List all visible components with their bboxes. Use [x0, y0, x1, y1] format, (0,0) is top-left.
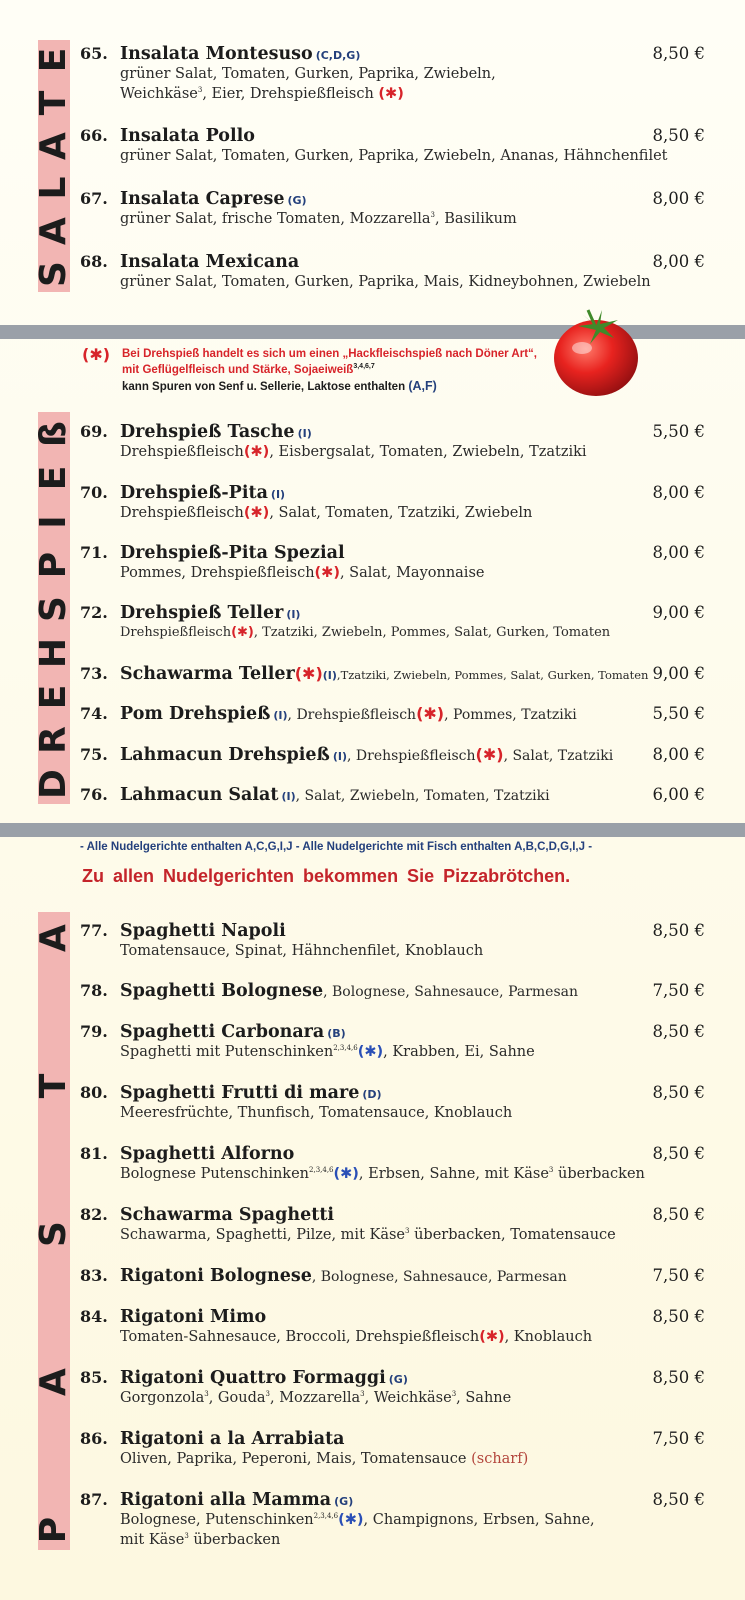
asterisk-icon: (✱)	[357, 1044, 384, 1060]
item-price: 5,50 €	[652, 422, 705, 441]
menu-item-81	[80, 1144, 705, 1184]
item-description: , Bolognese, Sahnesauce, Parmesan	[323, 984, 579, 1000]
drehspiess-letter: D	[33, 769, 74, 799]
item-number: 87.	[80, 1490, 108, 1509]
item-number: 84.	[80, 1307, 108, 1326]
menu-item-67	[80, 189, 705, 229]
allergen-code: (I)	[297, 427, 312, 440]
drehspiess-letter: H	[33, 637, 74, 668]
menu-item-66	[80, 126, 705, 166]
item-number: 78.	[80, 981, 108, 1000]
menu-item-71	[80, 543, 705, 583]
menu-item-83	[80, 1266, 705, 1286]
menu-item-82	[80, 1205, 705, 1245]
item-price: 8,00 €	[652, 252, 705, 271]
item-price: 8,00 €	[652, 543, 705, 562]
note-line: kann Spuren von Senf u. Sellerie, Laktose enthalten (A,F)	[122, 379, 437, 393]
item-number: 81.	[80, 1144, 108, 1163]
item-description: Drehspießfleisch(✱), Salat, Tomaten, Tzatziki, Zwiebeln	[120, 505, 533, 521]
allergen-code: (G)	[334, 1495, 354, 1508]
item-description: , Bolognese, Sahnesauce, Parmesan	[311, 1269, 567, 1285]
pasta-letter: A	[33, 1368, 74, 1396]
drehspiess-letter: R	[33, 726, 74, 755]
menu-item-86	[80, 1429, 705, 1469]
item-description: grüner Salat, Tomaten, Gurken, Paprika, Mais, Kidneybohnen, Zwiebeln	[120, 274, 651, 290]
item-description: Bolognese Putenschinken$^{2,3,4,6}$(✱), Erbsen, Sahne, mit Käse$^3$ überbacken	[120, 1166, 645, 1182]
item-price: 8,50 €	[652, 1144, 705, 1163]
item-description: Gorgonzola$^3$, Gouda$^3$, Mozzarella$^3$, Weichkäse$^3$, Sahne	[120, 1390, 512, 1406]
salate-vertical-title	[33, 42, 74, 292]
salate-letter: T	[33, 90, 74, 116]
item-price: 8,50 €	[652, 1368, 705, 1387]
item-price: 8,00 €	[652, 483, 705, 502]
item-description: Pommes, Drehspießfleisch(✱), Salat, Mayonnaise	[120, 565, 485, 581]
item-name: Spaghetti Bolognese	[120, 981, 324, 1001]
item-name: Drehspieß-Pita Spezial	[120, 543, 345, 563]
item-number: 72.	[80, 603, 108, 622]
item-number: 76.	[80, 785, 108, 804]
item-description: Spaghetti mit Putenschinken$^{2,3,4,6}$(✱), Krabben, Ei, Sahne	[120, 1044, 535, 1060]
allergen-code: (G)	[287, 194, 307, 207]
asterisk-icon: (✱)	[378, 86, 404, 102]
salate-letter: A	[33, 131, 74, 160]
item-name: Insalata Pollo	[120, 126, 255, 146]
item-number: 83.	[80, 1266, 108, 1285]
spicy-label: (scharf)	[471, 1451, 529, 1467]
note-line: Bei Drehspieß handelt es sich um einen „Hackfleischspieß nach Döner Art“,	[122, 348, 537, 360]
item-number: 74.	[80, 704, 108, 723]
item-price: 8,50 €	[652, 44, 705, 63]
item-name: Insalata Mexicana	[120, 252, 300, 272]
item-name: Pom Drehspieß	[120, 704, 271, 724]
item-description: ,Tzatziki, Zwiebeln, Pommes, Salat, Gurken, Tomaten	[336, 668, 649, 682]
item-number: 65.	[80, 44, 108, 63]
item-description: , Salat, Zwiebeln, Tomaten, Tzatziki	[295, 788, 550, 804]
item-price: 8,50 €	[652, 126, 705, 145]
salate-letter: A	[33, 217, 74, 246]
item-name: Insalata Caprese	[120, 189, 285, 209]
item-description: grüner Salat, Tomaten, Gurken, Paprika, Zwiebeln,	[120, 66, 496, 82]
item-number: 79.	[80, 1022, 108, 1041]
item-description: Bolognese, Putenschinken$^{2,3,4,6}$(✱), Champignons, Erbsen, Sahne,	[120, 1512, 595, 1528]
item-price: 8,00 €	[652, 745, 705, 764]
menu-item-80	[80, 1083, 705, 1123]
item-price: 8,00 €	[652, 189, 705, 208]
menu-item-79	[80, 1022, 705, 1062]
item-name: Drehspieß Tasche	[120, 422, 295, 442]
item-number: 67.	[80, 189, 108, 208]
asterisk-icon: (✱)	[294, 664, 323, 683]
menu-item-70	[80, 483, 705, 523]
drehspiess-vertical-title	[33, 416, 74, 802]
item-name: Lahmacun Salat	[120, 785, 279, 805]
salate-letter: S	[33, 261, 74, 287]
asterisk-icon: (✱)	[333, 1166, 359, 1182]
allergen-code: (D)	[362, 1088, 382, 1101]
item-name: Spaghetti Alforno	[120, 1144, 295, 1164]
item-description: , Drehspießfleisch	[347, 748, 476, 764]
pasta-bread-note: Zu allen Nudelgerichten bekommen Sie Pizzabrötchen.	[82, 866, 571, 886]
item-number: 69.	[80, 422, 108, 441]
allergen-code: (I)	[281, 790, 296, 803]
item-name: Drehspieß Teller	[120, 603, 284, 623]
menu-item-72	[80, 603, 705, 643]
menu-item-76	[80, 785, 705, 805]
item-description: Meeresfrüchte, Thunfisch, Tomatensauce, Knoblauch	[120, 1105, 513, 1121]
item-name: Rigatoni a la Arrabiata	[120, 1429, 345, 1449]
pasta-allergen-note: - Alle Nudelgerichte enthalten A,C,G,I,J - Alle Nudelgerichte mit Fisch enthalten A,B,C,D,G,I,J -	[80, 841, 593, 853]
item-name: Rigatoni alla Mamma	[120, 1490, 332, 1510]
item-description: , Drehspießfleisch	[287, 707, 417, 723]
asterisk-icon: (✱)	[82, 345, 111, 364]
item-name: Rigatoni Bolognese	[120, 1266, 312, 1286]
menu-item-87	[80, 1490, 705, 1550]
item-name: Insalata Montesuso	[120, 44, 313, 64]
item-number: 75.	[80, 745, 108, 764]
menu-item-65	[80, 44, 705, 104]
menu-item-74	[80, 704, 705, 724]
menu-item-78	[80, 981, 705, 1001]
item-number: 77.	[80, 921, 108, 940]
pasta-letter: A	[33, 924, 74, 952]
item-price: 7,50 €	[652, 1429, 705, 1448]
item-description: Tomaten-Sahnesauce, Broccoli, Drehspießfleisch(✱), Knoblauch	[120, 1329, 593, 1345]
item-number: 86.	[80, 1429, 108, 1448]
allergen-code: (I)	[332, 750, 347, 763]
item-name: Schawarma Teller	[120, 664, 295, 684]
salate-letter: L	[33, 176, 74, 200]
item-description: Drehspießfleisch(✱), Tzatziki, Zwiebeln, Pommes, Salat, Gurken, Tomaten	[120, 625, 611, 640]
item-price: 8,50 €	[652, 1490, 705, 1509]
asterisk-icon: (✱)	[338, 1512, 364, 1528]
item-number: 71.	[80, 543, 108, 562]
menu-item-75	[80, 745, 705, 765]
item-price: 8,50 €	[652, 1205, 705, 1224]
item-description: grüner Salat, frische Tomaten, Mozzarella$^3$, Basilikum	[120, 211, 517, 227]
pasta-letter: S	[33, 1221, 74, 1247]
asterisk-icon: (✱)	[243, 505, 270, 521]
item-price: 7,50 €	[652, 981, 705, 1000]
item-price: 9,00 €	[652, 664, 705, 683]
item-number: 70.	[80, 483, 108, 502]
item-name: Spaghetti Frutti di mare	[120, 1083, 360, 1103]
asterisk-icon: (✱)	[416, 704, 445, 723]
item-description: Tomatensauce, Spinat, Hähnchenfilet, Knoblauch	[120, 943, 484, 959]
drehspiess-letter: P	[33, 552, 74, 579]
salate-letter: E	[33, 47, 74, 73]
item-name: Spaghetti Carbonara	[120, 1022, 325, 1042]
item-description: Schawarma, Spaghetti, Pilze, mit Käse$^3$ überbacken, Tomatensauce	[120, 1227, 616, 1243]
item-number: 85.	[80, 1368, 108, 1387]
item-name: Rigatoni Mimo	[120, 1307, 267, 1327]
pasta-letter: T	[33, 1073, 74, 1099]
item-number: 66.	[80, 126, 108, 145]
asterisk-icon: (✱)	[475, 745, 504, 764]
tomato-illustration	[538, 304, 644, 400]
allergen-code: (I)	[273, 709, 288, 722]
menu-item-84	[80, 1307, 705, 1347]
allergen-code: (I)	[322, 669, 337, 682]
menu-item-69	[80, 422, 705, 462]
menu-item-77	[80, 921, 705, 961]
item-description: grüner Salat, Tomaten, Gurken, Paprika, Zwiebeln, Ananas, Hähnchenfilet	[120, 148, 668, 164]
drehspiess-letter: E	[33, 684, 74, 709]
allergen-code: (B)	[327, 1027, 346, 1040]
item-number: 80.	[80, 1083, 108, 1102]
item-description: Oliven, Paprika, Peperoni, Mais, Tomatensauce (scharf)	[120, 1451, 529, 1467]
allergen-code: (C,D,G)	[315, 49, 361, 62]
item-description: mit Käse$^3$ überbacken	[120, 1532, 281, 1548]
drehspiess-note	[122, 346, 537, 395]
item-number: 68.	[80, 252, 108, 271]
item-name: Rigatoni Quattro Formaggi	[120, 1368, 386, 1388]
asterisk-icon: (✱)	[314, 565, 340, 581]
item-number: 82.	[80, 1205, 108, 1224]
item-name: Schawarma Spaghetti	[120, 1205, 335, 1225]
item-price: 8,50 €	[652, 1022, 705, 1041]
item-name: Lahmacun Drehspieß	[120, 745, 330, 765]
item-price: 8,50 €	[652, 921, 705, 940]
pasta-letter: P	[33, 1516, 74, 1544]
pasta-vertical-title	[33, 920, 74, 1548]
item-price: 5,50 €	[652, 704, 705, 723]
item-number: 73.	[80, 664, 108, 683]
drehspiess-letter: E	[33, 465, 74, 491]
asterisk-icon: (✱)	[243, 444, 270, 460]
menu-item-85	[80, 1368, 705, 1408]
item-price: 7,50 €	[652, 1266, 705, 1285]
item-description: Drehspießfleisch(✱), Eisbergsalat, Tomaten, Zwiebeln, Tzatziki	[120, 444, 587, 460]
item-price: 8,50 €	[652, 1307, 705, 1326]
item-price: 6,00 €	[652, 785, 705, 804]
item-description: , Pommes, Tzatziki	[444, 707, 577, 723]
note-line: mit Geflügelfleisch und Stärke, Sojaeiweiß$^{3,4,6,7}$	[122, 363, 375, 376]
item-description: , Salat, Tzatziki	[503, 748, 614, 764]
asterisk-icon: (✱)	[231, 625, 254, 640]
item-price: 8,50 €	[652, 1083, 705, 1102]
item-description: Weichkäse$^3$, Eier, Drehspießfleisch (✱)	[120, 86, 404, 102]
allergen-code: (G)	[388, 1373, 408, 1386]
item-name: Drehspieß-Pita	[120, 483, 268, 503]
menu-item-68	[80, 252, 705, 292]
drehspiess-letter: S	[33, 596, 74, 622]
section-divider	[0, 823, 745, 837]
allergen-code: (I)	[286, 608, 301, 621]
item-name: Spaghetti Napoli	[120, 921, 286, 941]
allergen-code: (I)	[270, 488, 286, 501]
drehspiess-letter: ß	[33, 421, 74, 447]
item-price: 9,00 €	[652, 603, 705, 622]
menu-item-73	[80, 664, 705, 684]
asterisk-icon: (✱)	[479, 1329, 505, 1345]
drehspiess-letter: I	[33, 514, 74, 529]
